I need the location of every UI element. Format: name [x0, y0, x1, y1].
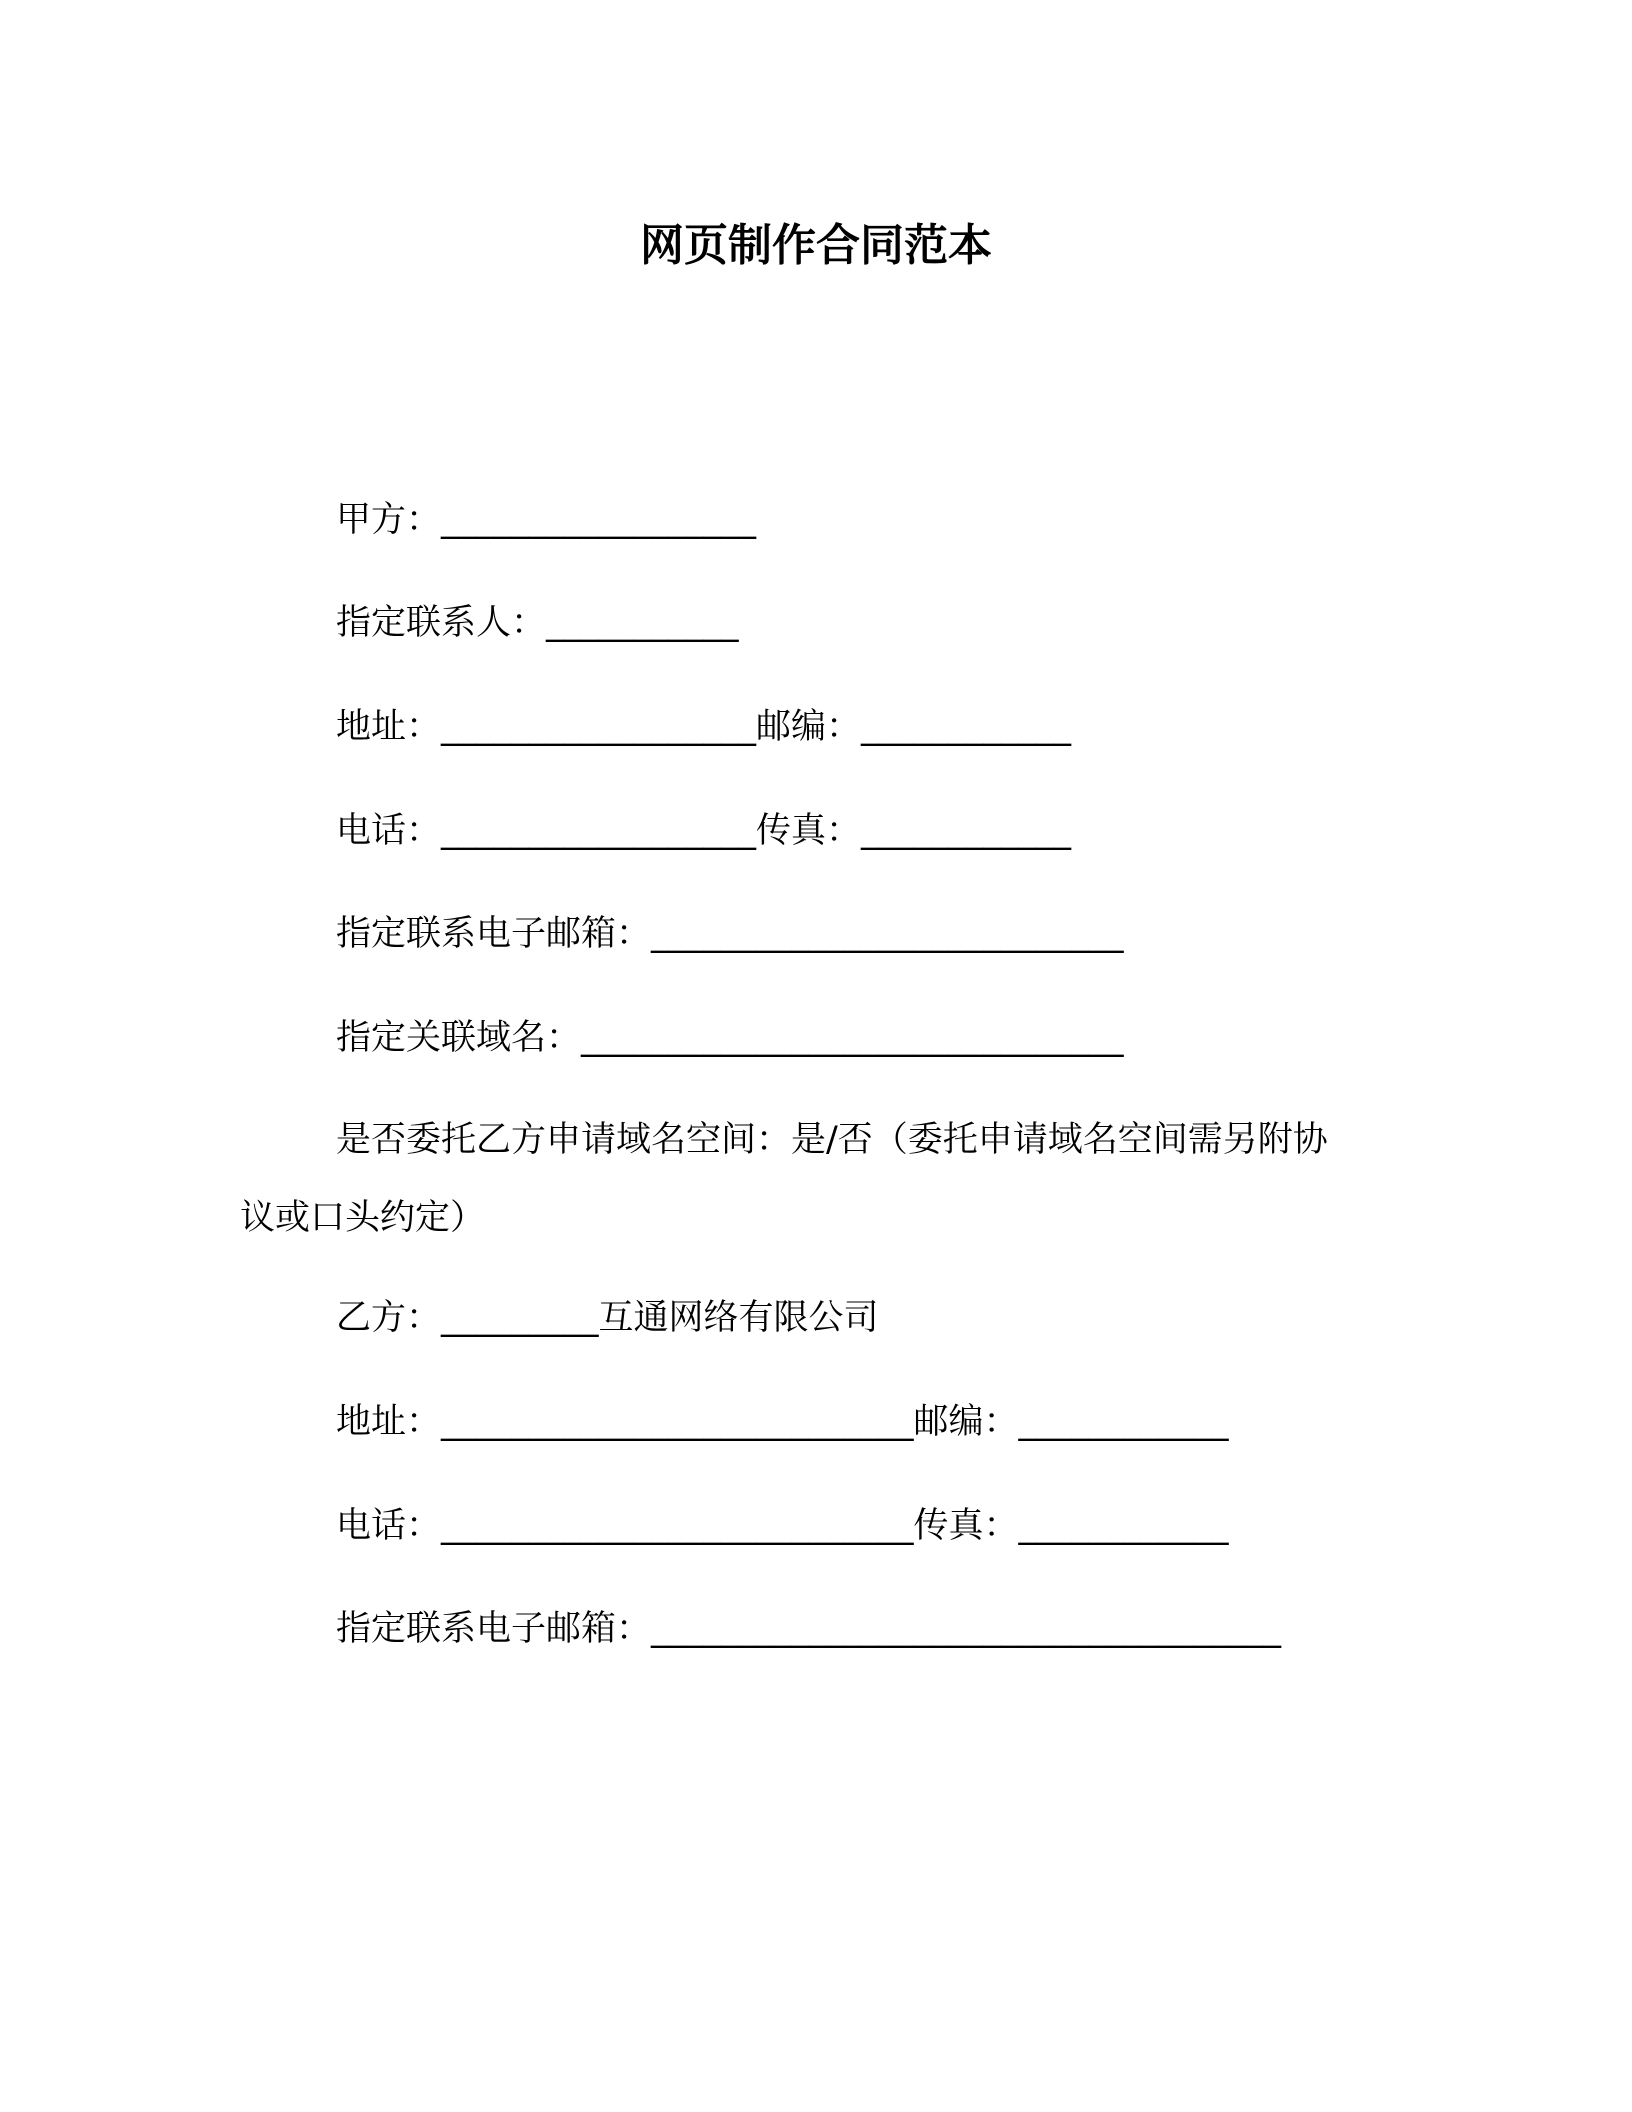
party-b-address-line: 地址：___________________________邮编：____________	[336, 1402, 1229, 1442]
party-a-entrust-paragraph: 是否委托乙方申请域名空间：是/否（委托申请域名空间需另附协议或口头约定）	[240, 1120, 1328, 1238]
party-a-domain-line: 指定关联域名：_______________________________	[336, 1018, 1124, 1058]
party-a-address-line: 地址：__________________邮编：____________	[336, 707, 1072, 747]
party-b-email-line: 指定联系电子邮箱：____________________________________	[336, 1609, 1282, 1649]
party-a-contact-person-line: 指定联系人：___________	[336, 603, 739, 643]
party-b-name-line: 乙方：_________互通网络有限公司	[336, 1298, 879, 1338]
party-b-phone-line: 电话：___________________________传真：____________	[336, 1506, 1229, 1546]
party-a-email-line: 指定联系电子邮箱：___________________________	[336, 914, 1124, 954]
party-a-phone-line: 电话：__________________传真：____________	[336, 811, 1072, 851]
document-title: 网页制作合同范本	[640, 220, 992, 271]
party-a-name-line: 甲方：__________________	[336, 500, 757, 540]
